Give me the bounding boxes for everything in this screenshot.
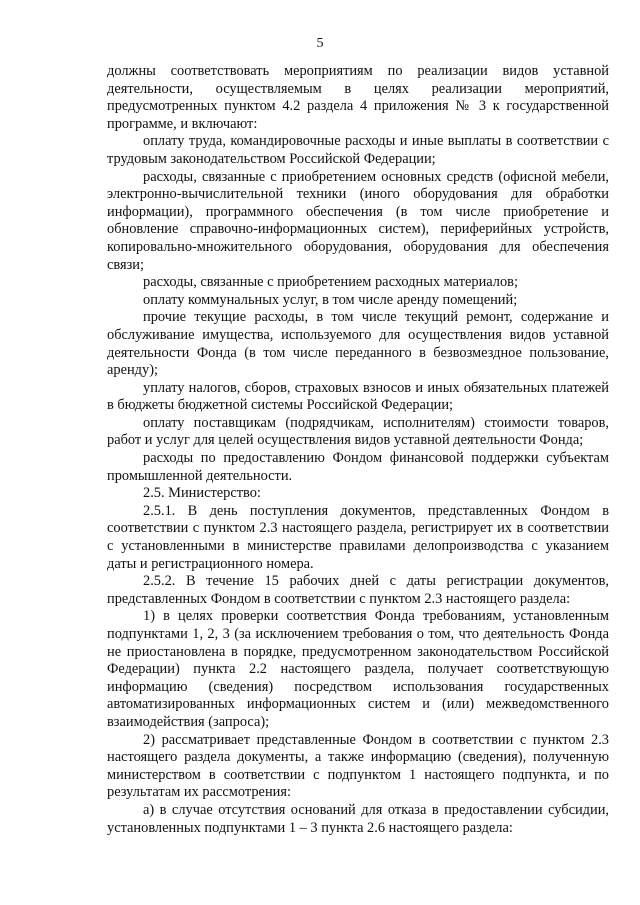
paragraph: 2.5. Министерство: xyxy=(143,485,261,502)
paragraph: расходы по предоставлению Фондом финансовой поддержки субъектам промышленной деятельности. xyxy=(107,450,609,484)
paragraph: оплату труда, командировочные расходы и иные выплаты в соответствии с трудовым законодательством Российской Федерации; xyxy=(107,133,609,167)
paragraph: оплату коммунальных услуг, в том числе аренду помещений; xyxy=(143,291,518,308)
paragraph: расходы, связанные с приобретением основных средств (офисной мебели, электронно-вычислительной техники (иного оборудования для обработки информации), программного обеспечения (в том числе приобретение и обновление справочно-информационных систем), периферийных устройств, копировально-множительного оборудования, оборудования для обеспечения связи; xyxy=(107,168,609,273)
paragraph: прочие текущие расходы, в том числе текущий ремонт, содержание и обслуживание имущества, используемого для осуществления видов уставной деятельности Фонда (в том числе переданного в безвозмездное пользование, аренду); xyxy=(107,309,609,379)
paragraph: 2.5.2. В течение 15 рабочих дней с даты регистрации документов, представленных Фондом в соответствии с пунктом 2.3 настоящего раздела: xyxy=(107,573,609,607)
page-number: 5 xyxy=(316,36,324,51)
paragraph: расходы, связанные с приобретением расходных материалов; xyxy=(143,274,518,291)
paragraph: должны соответствовать мероприятиям по реализации видов уставной деятельности, осуществляемым в целях реализации мероприятий, предусмотренных пунктом 4.2 раздела 4 приложения № 3 к государственной программе, и включают: xyxy=(107,63,609,132)
paragraph: а) в случае отсутствия оснований для отказа в предоставлении субсидии, установленных подпунктами 1 – 3 пункта 2.6 настоящего раздела: xyxy=(107,801,609,836)
paragraph: оплату поставщикам (подрядчикам, исполнителям) стоимости товаров, работ и услуг для целей осуществления видов уставной деятельности Фонда; xyxy=(107,414,609,449)
paragraph: 1) в целях проверки соответствия Фонда требованиям, установленным подпунктами 1, 2, 3 (за исключением требования о том, что деятельность Фонда не приостановлена в порядке, предусмотренном законодательством Российской Федерации) пункта 2.2 настоящего раздела, получает соответствующую информацию (сведения) посредством использования государственных автоматизированных информационных систем и (или) межведомственного взаимодействия (запроса); xyxy=(107,608,609,730)
document-body xyxy=(107,63,609,837)
paragraph: уплату налогов, сборов, страховых взносов и иных обязательных платежей в бюджеты бюджетной системы Российской Федерации; xyxy=(107,379,609,414)
paragraph: 2.5.1. В день поступления документов, представленных Фондом в соответствии с пунктом 2.3 настоящего раздела, регистрирует их в соответствии с установленными в министерстве правилами делопроизводства с указанием даты и регистрационного номера. xyxy=(107,502,609,572)
paragraph: 2) рассматривает представленные Фондом в соответствии с пунктом 2.3 настоящего раздела документы, а также информацию (сведения), полученную министерством в соответствии с подпунктом 1 настоящего подпункта, и по результатам их рассмотрения: xyxy=(107,731,609,801)
